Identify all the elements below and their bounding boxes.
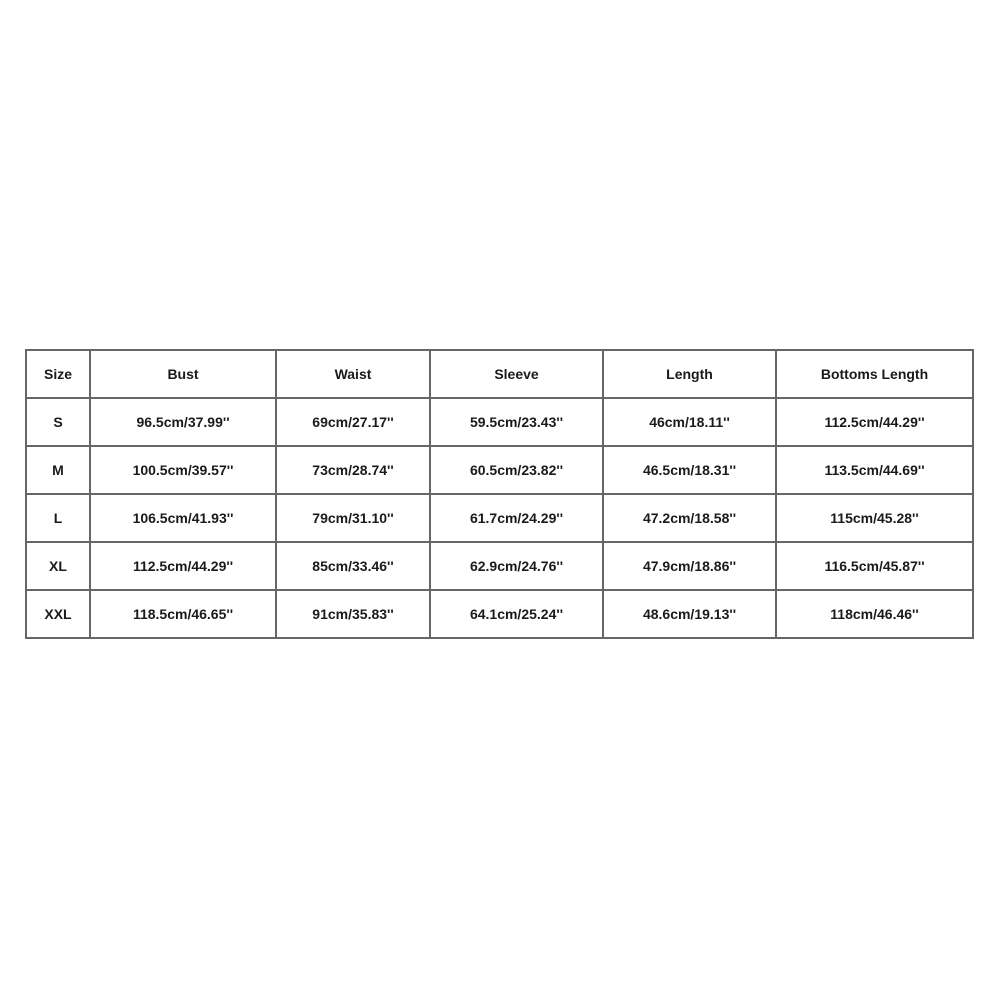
- cell-waist: 69cm/27.17'': [277, 399, 431, 447]
- cell-length: 46.5cm/18.31'': [604, 447, 777, 495]
- cell-bottoms-length: 116.5cm/45.87'': [777, 543, 974, 591]
- header-waist: Waist: [277, 351, 431, 399]
- cell-bust: 106.5cm/41.93'': [91, 495, 277, 543]
- cell-sleeve: 62.9cm/24.76'': [431, 543, 604, 591]
- cell-sleeve: 61.7cm/24.29'': [431, 495, 604, 543]
- header-bust: Bust: [91, 351, 277, 399]
- header-length: Length: [604, 351, 777, 399]
- cell-bust: 100.5cm/39.57'': [91, 447, 277, 495]
- cell-length: 47.9cm/18.86'': [604, 543, 777, 591]
- cell-bottoms-length: 113.5cm/44.69'': [777, 447, 974, 495]
- header-size: Size: [27, 351, 91, 399]
- header-bottoms-length: Bottoms Length: [777, 351, 974, 399]
- cell-bust: 112.5cm/44.29'': [91, 543, 277, 591]
- cell-bust: 118.5cm/46.65'': [91, 591, 277, 639]
- cell-size: L: [27, 495, 91, 543]
- cell-length: 46cm/18.11'': [604, 399, 777, 447]
- cell-bust: 96.5cm/37.99'': [91, 399, 277, 447]
- size-chart-table: [25, 349, 974, 639]
- table-row: [27, 447, 974, 495]
- cell-bottoms-length: 112.5cm/44.29'': [777, 399, 974, 447]
- cell-sleeve: 59.5cm/23.43'': [431, 399, 604, 447]
- cell-bottoms-length: 115cm/45.28'': [777, 495, 974, 543]
- cell-size: XL: [27, 543, 91, 591]
- cell-waist: 85cm/33.46'': [277, 543, 431, 591]
- cell-sleeve: 64.1cm/25.24'': [431, 591, 604, 639]
- cell-size: M: [27, 447, 91, 495]
- header-sleeve: Sleeve: [431, 351, 604, 399]
- cell-waist: 91cm/35.83'': [277, 591, 431, 639]
- cell-size: XXL: [27, 591, 91, 639]
- cell-size: S: [27, 399, 91, 447]
- cell-waist: 79cm/31.10'': [277, 495, 431, 543]
- table-row: [27, 495, 974, 543]
- table-header-row: [27, 351, 974, 399]
- table-row: [27, 591, 974, 639]
- cell-waist: 73cm/28.74'': [277, 447, 431, 495]
- cell-length: 48.6cm/19.13'': [604, 591, 777, 639]
- cell-length: 47.2cm/18.58'': [604, 495, 777, 543]
- cell-bottoms-length: 118cm/46.46'': [777, 591, 974, 639]
- table-row: [27, 399, 974, 447]
- table-row: [27, 543, 974, 591]
- cell-sleeve: 60.5cm/23.82'': [431, 447, 604, 495]
